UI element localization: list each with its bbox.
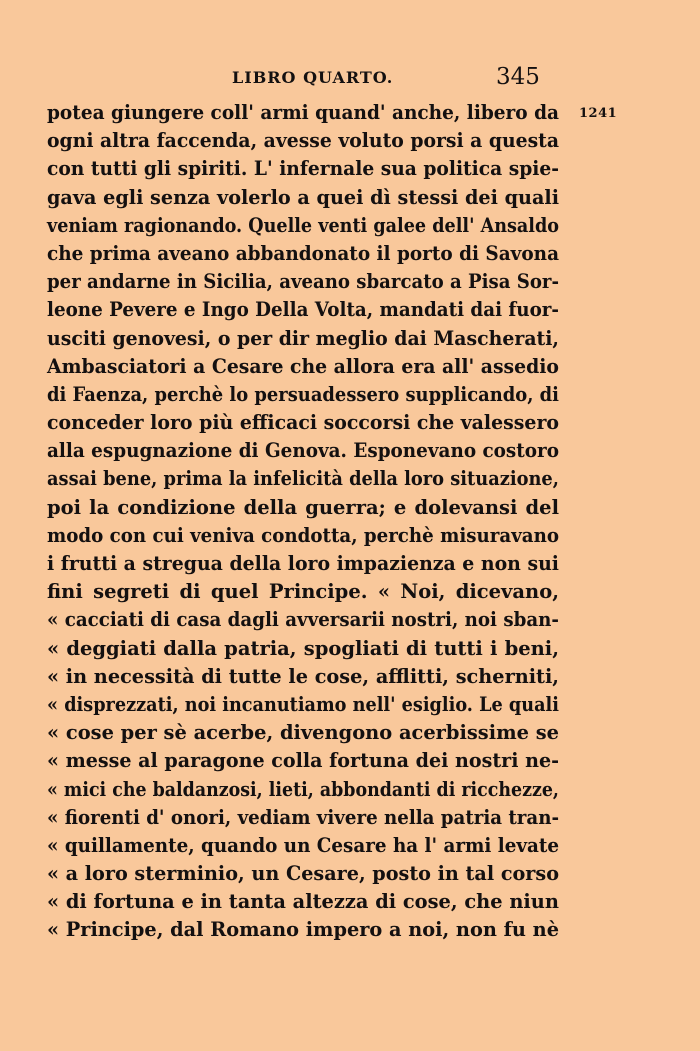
text-line: alla espugnazione di Genova. Esponevano costoro xyxy=(47,439,559,463)
text-line: « di fortuna e in tanta altezza di cose, che niun xyxy=(47,890,559,914)
body-text xyxy=(47,99,559,945)
text-line: « cose per sè acerbe, divengono acerbissime se xyxy=(47,721,559,745)
text-line: « disprezzati, noi incanutiamo nell' esiglio. Le quali xyxy=(47,692,559,716)
text-line: con tutti gli spiriti. L' infernale sua politica spie- xyxy=(47,157,559,181)
text-line: « quillamente, quando un Cesare ha l' armi levate xyxy=(47,833,560,857)
text-line: per andarne in Sicilia, aveano sbarcato a Pisa Sor- xyxy=(47,270,559,294)
text-line: leone Pevere e Ingo Della Volta, mandati dai fuor- xyxy=(47,298,560,322)
text-line: di Faenza, perchè lo persuadessero supplicando, di xyxy=(47,382,559,406)
text-line: « cacciati di casa dagli avversarii nostri, noi sban- xyxy=(47,608,559,632)
text-line: potea giungere coll' armi quand' anche, libero da xyxy=(47,101,560,124)
text-line: « Principe, dal Romano impero a noi, non fu nè xyxy=(47,918,559,942)
running-head: LIBRO QUARTO. xyxy=(232,68,394,87)
text-line: che prima aveano abbandonato il porto di Savona xyxy=(47,241,560,265)
text-line: i frutti a stregua della loro impazienza e non sui xyxy=(47,552,559,575)
text-line: modo con cui veniva condotta, perchè misuravano xyxy=(47,523,559,547)
text-line: « a loro sterminio, un Cesare, posto in tal corso xyxy=(47,862,560,886)
text-line: « deggiati dalla patria, spogliati di tutti i beni, xyxy=(47,636,559,660)
page-header xyxy=(0,64,700,90)
text-line: fini segreti di quel Principe. « Noi, dicevano, xyxy=(47,580,559,604)
text-line: veniam ragionando. Quelle venti galee dell' Ansaldo xyxy=(47,213,560,237)
text-line: conceder loro più efficaci soccorsi che valessero xyxy=(47,411,560,435)
text-line: « messe al paragone colla fortuna dei nostri ne- xyxy=(47,749,560,773)
text-line: « mici che baldanzosi, lieti, abbondanti di ricchezze, xyxy=(47,777,559,801)
margin-year-note: 1241 xyxy=(579,106,618,121)
text-line: gava egli senza volerlo a quei dì stessi dei quali xyxy=(47,185,560,209)
text-line: usciti genovesi, o per dir meglio dai Mascherati, xyxy=(47,326,560,350)
text-line: ogni altra faccenda, avesse voluto porsi a questa xyxy=(47,129,560,153)
text-line: assai bene, prima la infelicità della loro situazione, xyxy=(47,467,559,491)
text-line: « fiorenti d' onori, vediam vivere nella patria tran- xyxy=(47,805,560,829)
text-line: poi la condizione della guerra; e dolevansi del xyxy=(47,495,559,519)
text-line: « in necessità di tutte le cose, afflitti, scherniti, xyxy=(47,664,559,688)
text-line: Ambasciatori a Cesare che allora era all' assedio xyxy=(47,354,559,378)
page-number: 345 xyxy=(496,64,540,90)
